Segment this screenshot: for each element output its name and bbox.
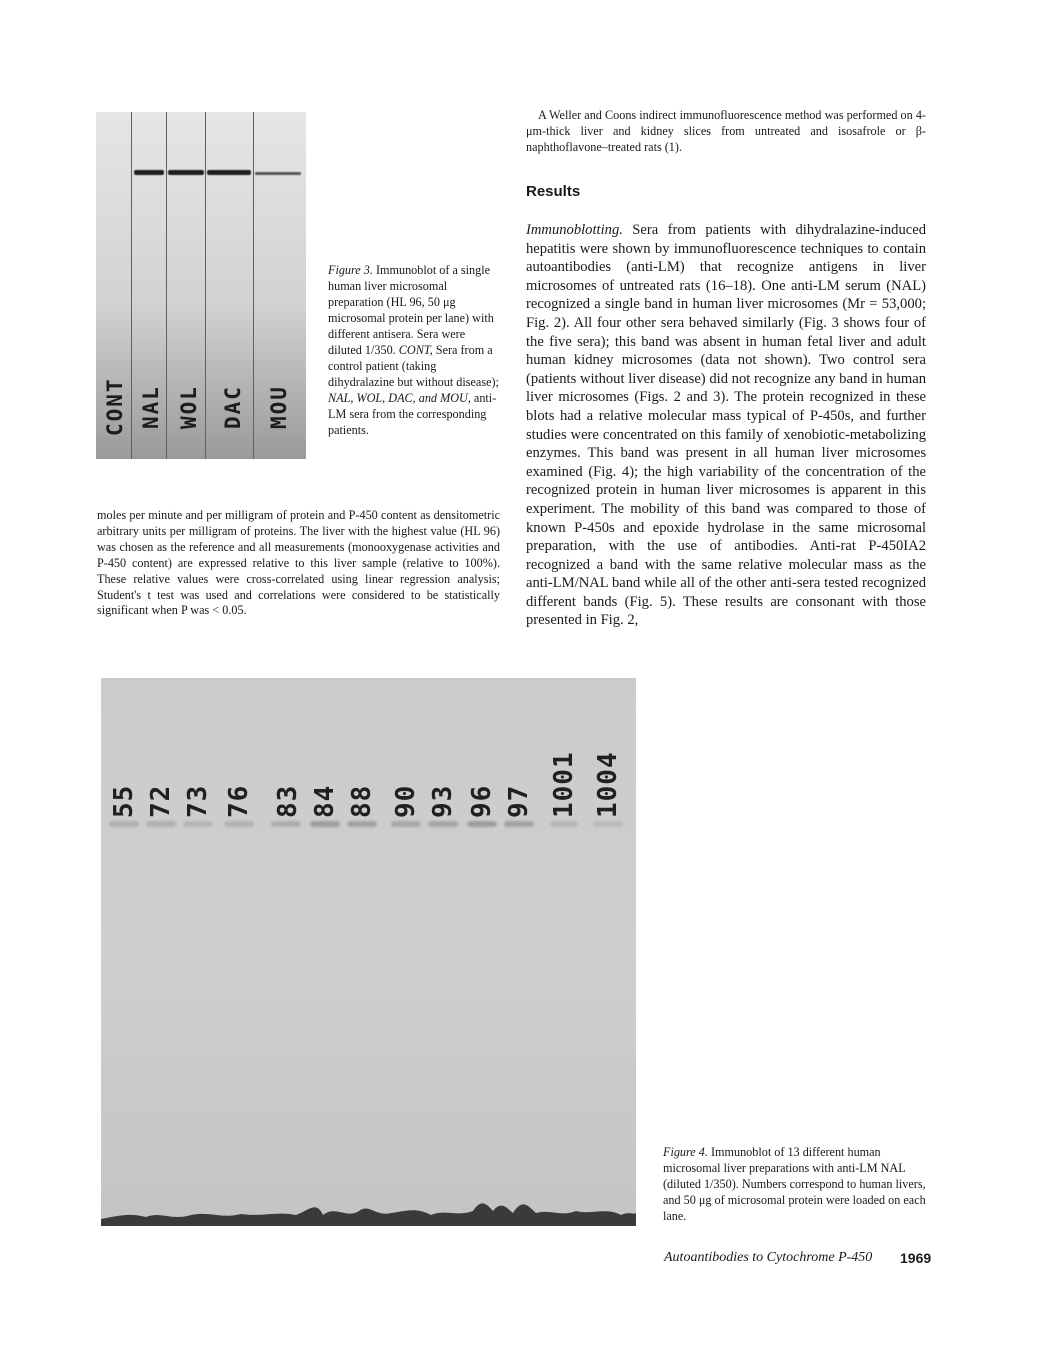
run-in-heading: Immunoblotting. [526,222,623,238]
page-number: 1969 [900,1250,932,1266]
figure-4-caption-label: Figure 4. [663,1145,708,1159]
lane-label-73: 73 [183,784,213,818]
protein-band [467,821,497,827]
protein-band [593,821,623,827]
figure-3-caption-names: NAL, WOL, DAC, and MOU, [328,391,471,405]
lane-label-97: 97 [504,784,534,818]
protein-band [347,821,377,827]
lane-label-83: 83 [273,784,303,818]
results-heading: Results [526,183,581,200]
methods-paragraph: moles per minute and per milligram of protein and P-450 content as densitometric arbitrary units per milligram of proteins. The liver with the highest value (HL 96) was chosen as the reference and all measurements (monooxygenase activities and P-450 content) are expressed relative to this liver sample (relative to 100%). These relative values were cross-correlated using linear regression analysis; Student's t test was used and correlations were considered to be statistically significant when P was < 0.05. [97,508,500,618]
figure-3-caption-text: Immunoblot of a single human liver microsomal preparation (HL 96, 50 μg microsomal protein per lane) with different antisera. Sera were diluted 1/350. [328,263,494,357]
figure-3-caption [328,262,500,438]
lane-label-mou: MOU [267,385,291,429]
results-body: Sera from patients with dihydralazine-induced hepatitis were shown by immunofluorescence techniques to contain autoantibodies (anti-LM) that recognize antigens in liver microsomes of untreated rats (16–18). One anti-LM serum (NAL) recognized a single band in human liver microsomes (Mr = 53,000; Fig. 2). All four other sera behaved similarly (Fig. 3 shows four of the five sera); this band was absent in human fetal liver and adult human kidney microsomes (data not shown). Two control sera (patients without liver disease) did not recognize any band in human liver microsomes (Figs. 2 and 3). The protein recognized in these blots had a relative molecular mass typical of P-450s, and further studies were concentrated on this family of xenobiotic-metabolizing enzymes. This band was present in all human liver microsomes examined (Fig. 4); the high variability of the concentration of the recognized protein in human liver microsomes is apparent in this experiment. The mobility of this band was compared to those of known P-450s and epoxide hydrolase in the same microsomal preparation, with the use of antibodies. Anti-rat P-450IA2 recognized a band with the same relative molecular mass as the anti-LM/NAL band while all of the other anti-sera tested recognized different bands (Fig. 5). These results are consonant with those presented in Fig. 2, [526,222,926,629]
figure-4-caption [663,1144,928,1224]
results-paragraph [526,221,926,630]
protein-band [310,821,340,827]
protein-band [224,821,254,827]
lane-label-cont: CONT [103,377,127,437]
protein-band [207,170,251,175]
figure-3-image [96,112,306,459]
protein-band [134,170,164,175]
lane-label-1001: 1001 [549,751,579,818]
lane-label-dac: DAC [221,385,245,429]
protein-band [549,821,579,827]
methods-intro-paragraph: A Weller and Coons indirect immunofluorescence method was performed on 4-μm-thick liver and kidney slices from untreated and isosafrole or β-naphthoflavone–treated rats (1). [526,108,926,154]
gel-front-edge [101,1181,636,1226]
figure-4-image [101,678,636,1226]
figure-4-caption-text: Immunoblot of 13 different human microsomal liver preparations with anti-LM NAL (diluted 1/350). Numbers correspond to human livers, and 50 μg of microsomal protein were loaded on each lane. [663,1145,926,1223]
figure-3-caption-cont: CONT, [398,343,433,357]
lane-label-96: 96 [467,784,497,818]
protein-band [168,170,204,175]
lane-label-nal: NAL [139,385,163,429]
protein-band [271,821,301,827]
figure-3-caption-label: Figure 3. [328,263,373,277]
lane-label-1004: 1004 [593,751,623,818]
lane-divider [253,112,254,459]
lane-label-76: 76 [224,784,254,818]
lane-label-93: 93 [428,784,458,818]
protein-band [109,821,139,827]
lane-label-88: 88 [347,784,377,818]
lane-label-90: 90 [391,784,421,818]
figure-3-caption-names-text: anti-LM sera from the corresponding patients. [328,391,497,437]
protein-band [255,172,301,175]
protein-band [504,821,534,827]
protein-band [183,821,213,827]
lane-label-wol: WOL [177,385,201,429]
lane-label-55: 55 [109,784,139,818]
protein-band [391,821,421,827]
lane-label-72: 72 [146,784,176,818]
protein-band [428,821,458,827]
figure-3-caption-cont-text: Sera from a control patient (taking dihydralazine but without disease); [328,343,499,389]
protein-band [146,821,176,827]
lane-label-84: 84 [310,784,340,818]
running-title: Autoantibodies to Cytochrome P-450 [664,1250,873,1265]
